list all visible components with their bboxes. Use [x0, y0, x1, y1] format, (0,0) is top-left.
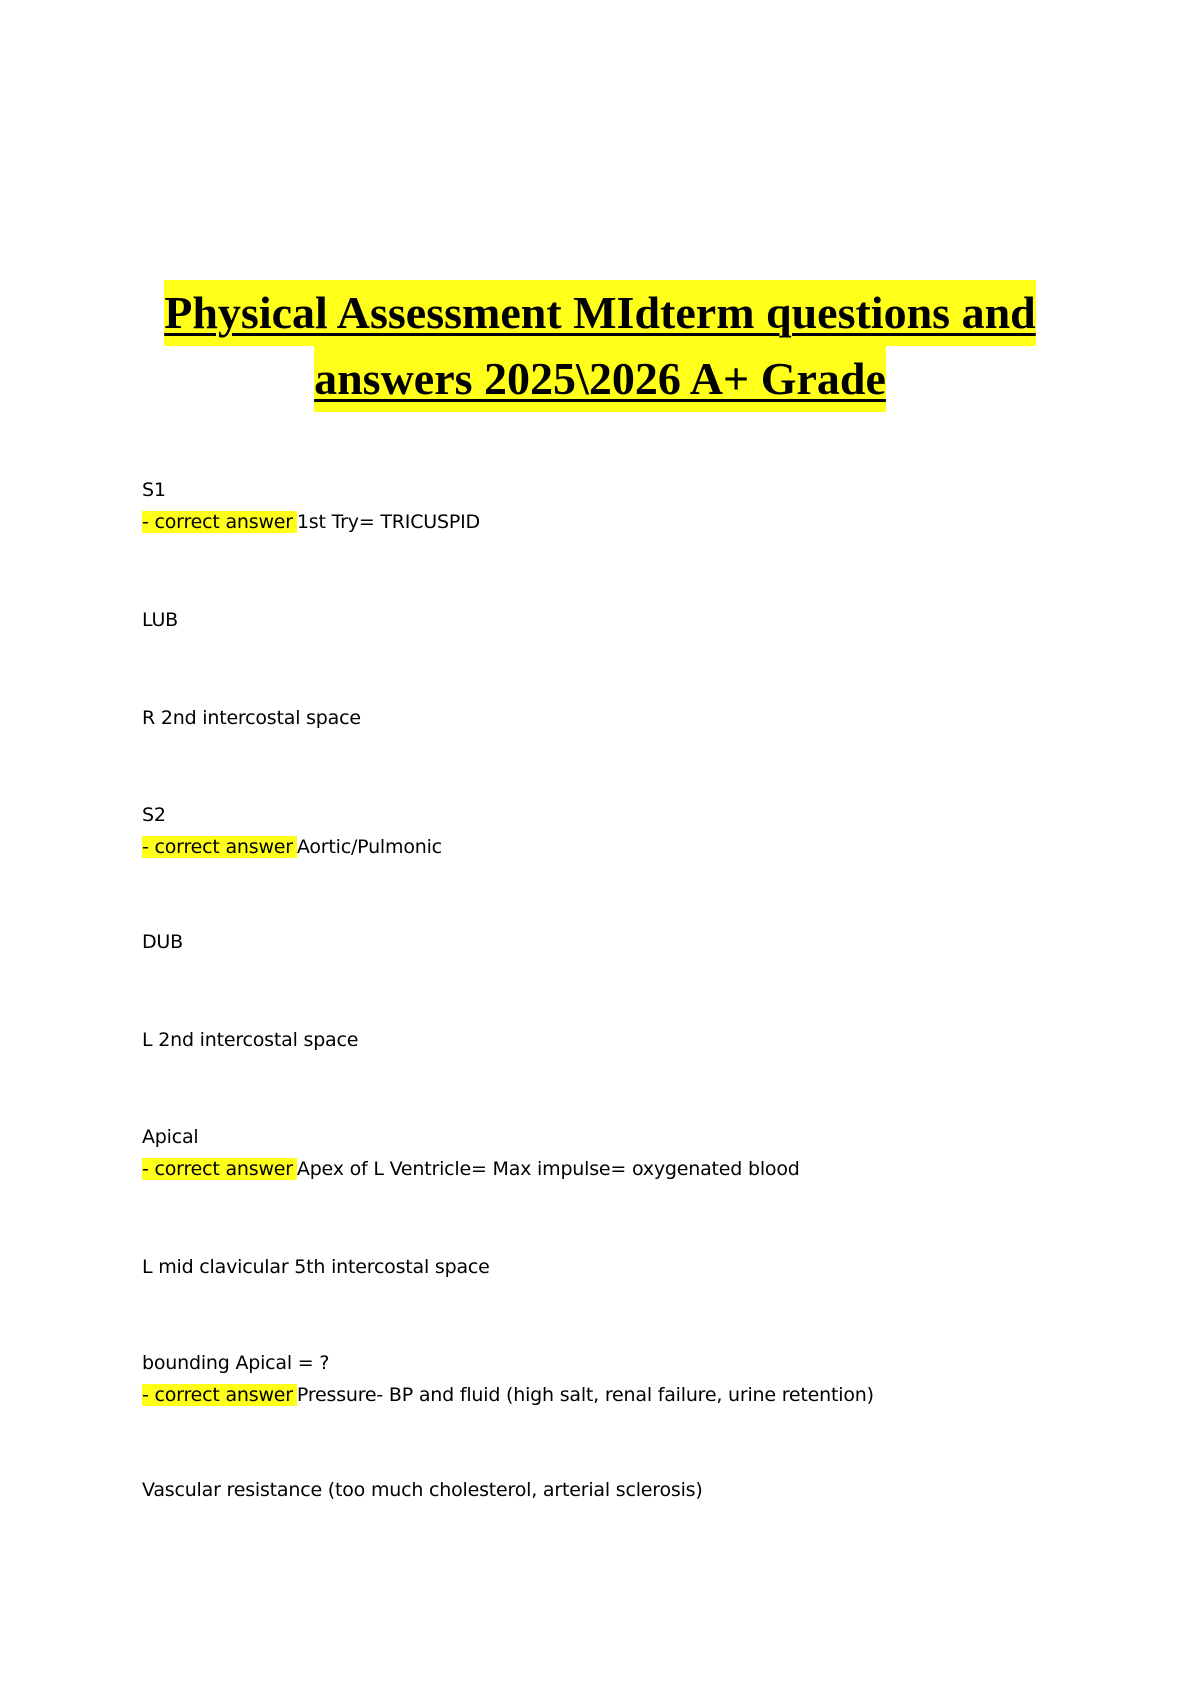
text-line-dub: DUB	[142, 931, 183, 953]
text-line-lub: LUB	[142, 609, 178, 631]
title-line-2: answers 2025\2026 A+ Grade	[314, 346, 886, 412]
question-text: Apical	[142, 1126, 199, 1148]
qa-entry-bounding-apical	[142, 1347, 874, 1411]
answer-line	[142, 831, 442, 863]
answer-line	[142, 1153, 800, 1185]
question-text: S1	[142, 479, 166, 501]
answer-text: 1st Try= TRICUSPID	[296, 511, 480, 533]
qa-entry-s2	[142, 799, 442, 863]
answer-text: Aortic/Pulmonic	[296, 836, 442, 858]
correct-answer-marker: - correct answer	[142, 511, 297, 533]
answer-line	[142, 506, 480, 538]
correct-answer-marker: - correct answer	[142, 1158, 297, 1180]
title-line-1: Physical Assessment MIdterm questions and	[164, 280, 1036, 346]
question-text: S2	[142, 804, 166, 826]
answer-text: Pressure- BP and fluid (high salt, renal failure, urine retention)	[296, 1384, 874, 1406]
answer-line	[142, 1379, 874, 1411]
correct-answer-marker: - correct answer	[142, 1384, 297, 1406]
text-line-l2nd: L 2nd intercostal space	[142, 1029, 359, 1051]
text-line-r2nd: R 2nd intercostal space	[142, 707, 361, 729]
document-title	[0, 280, 1200, 412]
correct-answer-marker: - correct answer	[142, 836, 297, 858]
question-text: bounding Apical = ?	[142, 1352, 330, 1374]
text-line-l-mid-clavicular: L mid clavicular 5th intercostal space	[142, 1256, 490, 1278]
qa-entry-s1	[142, 474, 480, 538]
text-line-vascular-resistance: Vascular resistance (too much cholesterol, arterial sclerosis)	[142, 1479, 703, 1501]
answer-text: Apex of L Ventricle= Max impulse= oxygenated blood	[296, 1158, 800, 1180]
qa-entry-apical	[142, 1121, 800, 1185]
